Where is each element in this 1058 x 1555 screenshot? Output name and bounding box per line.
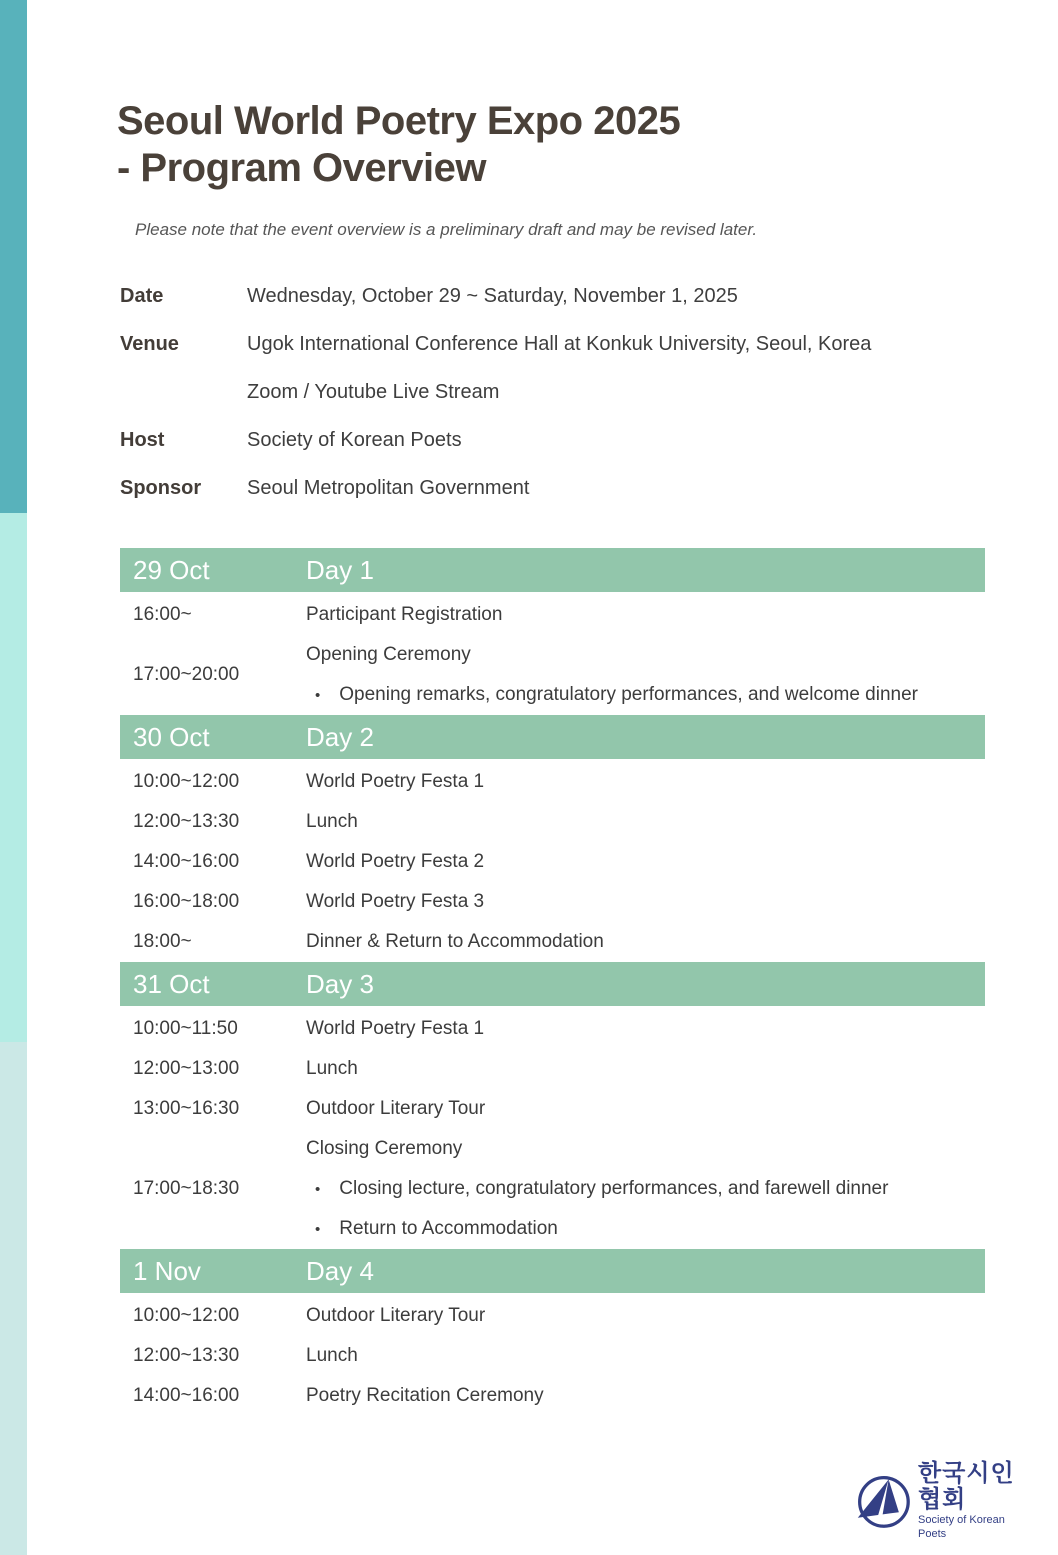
day-rows [120,759,985,962]
bullet-text: Return to Accommodation [339,1218,558,1239]
info-row-date [120,272,985,320]
strip-segment-pale [0,1042,27,1555]
event-time: 13:00~16:30 [133,1098,240,1119]
event-title: Outdoor Literary Tour [306,1305,486,1326]
event-title: World Poetry Festa 3 [306,891,485,912]
schedule-row [120,595,985,635]
schedule-row [120,1336,985,1376]
day-label: Day 1 [306,554,374,585]
bullet-icon: • [315,686,321,704]
day-label: Day 3 [306,968,374,999]
event-time: 12:00~13:30 [133,1345,240,1366]
event-time: 16:00~ [133,604,192,625]
schedule-section-day4 [120,1249,985,1416]
schedule-section-day1 [120,548,985,715]
day-header [120,715,985,759]
day-header [120,962,985,1006]
event-title: Closing Ceremony [306,1138,463,1159]
event-title: Poetry Recitation Ceremony [306,1385,544,1406]
event-title: World Poetry Festa 2 [306,851,485,872]
page-title [117,98,985,192]
event-title: Lunch [306,1345,358,1366]
schedule-row [120,1009,985,1049]
info-value: Seoul Metropolitan Government [247,476,530,499]
schedule-row [120,1296,985,1336]
bullet-icon: • [315,1220,321,1238]
logo-english-name: Society of Korean Poets [918,1514,1005,1540]
event-time: 18:00~ [133,931,192,952]
page-title-line2: - Program Overview [117,146,486,190]
event-bullet [306,1169,888,1209]
day-rows [120,1006,985,1249]
event-time: 14:00~16:00 [133,851,240,872]
event-time: 17:00~18:30 [133,1178,240,1199]
info-value: Ugok International Conference Hall at Konkuk University, Seoul, Korea [247,332,872,355]
event-time: 12:00~13:00 [133,1058,240,1079]
strip-segment-teal [0,0,27,513]
schedule-row [120,842,985,882]
organizer-logo [855,1461,1035,1541]
schedule-row [120,922,985,962]
event-time: 10:00~12:00 [133,1305,240,1326]
info-label: Host [120,428,165,451]
bullet-icon: • [315,1180,321,1198]
info-value: Society of Korean Poets [247,428,462,451]
event-bullet [306,1209,888,1249]
info-row-venue-stream [120,368,985,416]
schedule-row [120,1049,985,1089]
bullet-text: Closing lecture, congratulatory performances, and farewell dinner [339,1178,889,1199]
schedule-row [120,1089,985,1129]
logo-korean-name: 한국시인협회 [918,1460,1015,1513]
event-title: Participant Registration [306,604,503,625]
event-time: 12:00~13:30 [133,811,240,832]
schedule-row [120,762,985,802]
schedule-section-day2 [120,715,985,962]
info-value: Zoom / Youtube Live Stream [247,380,500,403]
info-label: Sponsor [120,476,202,499]
info-row-sponsor [120,464,985,512]
schedule [120,548,985,1416]
disclaimer-note: Please note that the event overview is a preliminary draft and may be revised later. [135,220,758,239]
schedule-row [120,802,985,842]
day-header [120,1249,985,1293]
day-rows [120,1293,985,1416]
info-row-venue [120,320,985,368]
day-label: Day 2 [306,721,374,752]
strip-segment-mint [0,513,27,1042]
day-date: 31 Oct [133,968,210,999]
event-time: 16:00~18:00 [133,891,240,912]
day-date: 29 Oct [133,554,210,585]
schedule-row [120,1129,985,1249]
event-time: 14:00~16:00 [133,1385,240,1406]
info-row-host [120,416,985,464]
schedule-row [120,882,985,922]
info-label: Venue [120,332,179,355]
event-time: 17:00~20:00 [133,664,240,685]
event-title: Lunch [306,811,358,832]
main-content [117,0,985,1416]
info-label: Date [120,284,164,307]
day-rows [120,592,985,715]
day-label: Day 4 [306,1255,374,1286]
event-time: 10:00~12:00 [133,771,240,792]
event-info [120,272,985,512]
event-title: Dinner & Return to Accommodation [306,931,604,952]
logo-text [918,1461,1035,1541]
info-value: Wednesday, October 29 ~ Saturday, November 1, 2025 [247,284,738,307]
day-header [120,548,985,592]
page-title-line1: Seoul World Poetry Expo 2025 [117,99,681,143]
schedule-row [120,1376,985,1416]
society-logo-icon [855,1473,911,1529]
event-title: Lunch [306,1058,358,1079]
schedule-section-day3 [120,962,985,1249]
day-date: 30 Oct [133,721,210,752]
event-bullet [306,675,918,715]
event-title: World Poetry Festa 1 [306,1018,485,1039]
left-accent-strip [0,0,27,1555]
event-time: 10:00~11:50 [133,1018,238,1039]
event-title: Opening Ceremony [306,644,471,665]
schedule-row [120,635,985,715]
event-title: Outdoor Literary Tour [306,1098,486,1119]
day-date: 1 Nov [133,1255,201,1286]
event-title: World Poetry Festa 1 [306,771,485,792]
bullet-text: Opening remarks, congratulatory performances, and welcome dinner [339,684,918,705]
